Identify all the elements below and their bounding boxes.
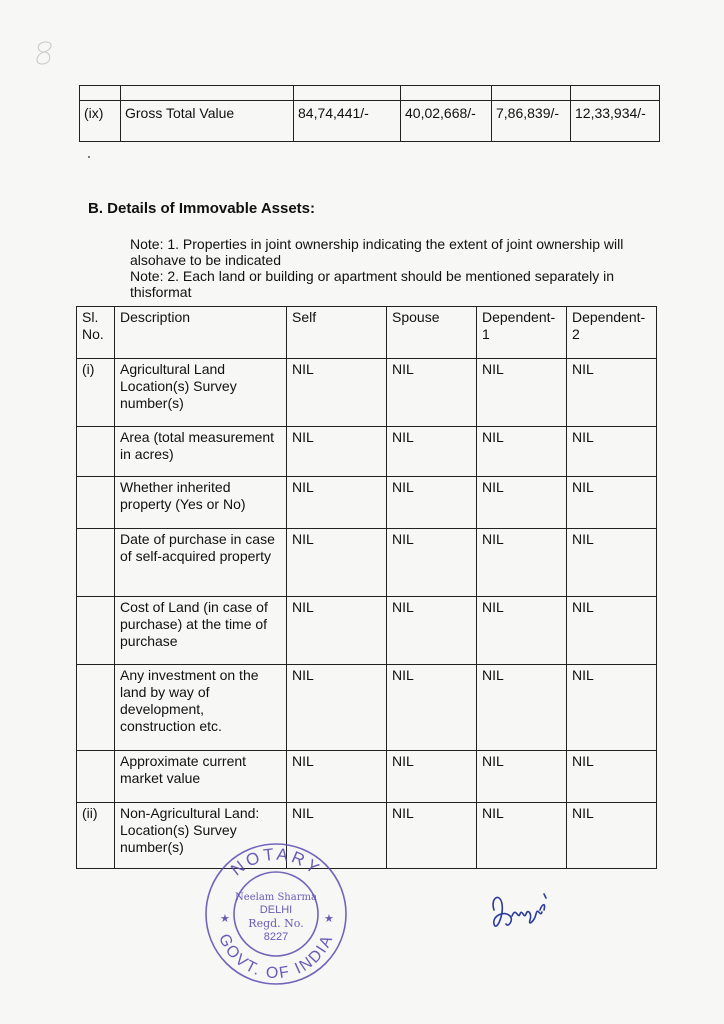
notes-block — [130, 236, 660, 300]
cell-spouse: NIL — [387, 477, 477, 529]
row-sl: (i) — [77, 359, 115, 427]
cell-self: NIL — [287, 427, 387, 477]
row-description: Date of purchase in case of self-acquired property — [115, 529, 287, 597]
cell-spouse: NIL — [387, 359, 477, 427]
header-self: Self — [287, 307, 387, 359]
row-description: Whether inherited property (Yes or No) — [115, 477, 287, 529]
cell-self: NIL — [287, 665, 387, 751]
cell-dependent-1: NIL — [477, 597, 567, 665]
cell-spouse: NIL — [387, 751, 477, 803]
cell-spouse: NIL — [387, 427, 477, 477]
cell-dependent-1: NIL — [477, 359, 567, 427]
seal-city: DELHI — [259, 904, 293, 916]
row-description: Agricultural Land Location(s) Survey number(s) — [115, 359, 287, 427]
cell-dependent-1: NIL — [477, 665, 567, 751]
cell-dependent-2: NIL — [567, 665, 657, 751]
gross-total-table — [79, 85, 660, 142]
row-number: (ix) — [80, 101, 121, 142]
cell-dependent-2: NIL — [567, 477, 657, 529]
seal-number: 8227 — [263, 931, 289, 943]
cell-dependent-2: NIL — [567, 359, 657, 427]
table-row — [77, 803, 657, 869]
cell-dependent-2: NIL — [567, 529, 657, 597]
row-sl — [77, 665, 115, 751]
table-row — [77, 359, 657, 427]
margin-pencil-mark — [32, 38, 56, 68]
cell-dependent-1: NIL — [477, 751, 567, 803]
header-spouse: Spouse — [387, 307, 477, 359]
value-self: 84,74,441/- — [294, 101, 401, 142]
stray-dot — [88, 156, 90, 158]
cell-self: NIL — [287, 477, 387, 529]
table-row — [77, 529, 657, 597]
cell-self: NIL — [287, 597, 387, 665]
cell-self: NIL — [287, 751, 387, 803]
immovable-assets-table — [76, 306, 657, 869]
seal-name: Neelam Sharma — [235, 892, 317, 903]
cell-dependent-2: NIL — [567, 427, 657, 477]
row-sl — [77, 597, 115, 665]
seal-arc-bottom: GOVT. OF INDIA — [215, 931, 337, 983]
row-sl — [77, 477, 115, 529]
header-dependent-2: Dependent-2 — [567, 307, 657, 359]
table-row — [77, 477, 657, 529]
value-dependent-2: 12,33,934/- — [571, 101, 660, 142]
value-dependent-1: 7,86,839/- — [492, 101, 571, 142]
cell-dependent-2: NIL — [567, 597, 657, 665]
seal-arc-top: NOTARY — [227, 844, 325, 880]
gross-total-row — [80, 101, 660, 142]
row-sl — [77, 529, 115, 597]
row-sl — [77, 427, 115, 477]
row-description: Approximate current market value — [115, 751, 287, 803]
row-description: Area (total measurement in acres) — [115, 427, 287, 477]
seal-regd: Regd. No. — [248, 917, 304, 930]
header-description: Description — [115, 307, 287, 359]
cell-spouse: NIL — [387, 665, 477, 751]
seal-star-left: ★ — [220, 913, 230, 925]
seal-star-right: ★ — [324, 913, 334, 925]
cell-self: NIL — [287, 803, 387, 869]
cell-dependent-2: NIL — [567, 803, 657, 869]
cell-dependent-1: NIL — [477, 477, 567, 529]
table-row — [77, 751, 657, 803]
row-description: Non-Agricultural Land: Location(s) Survey number(s) — [115, 803, 287, 869]
row-description: Cost of Land (in case of purchase) at the time of purchase — [115, 597, 287, 665]
cell-dependent-1: NIL — [477, 427, 567, 477]
note-1: Note: 1. Properties in joint ownership indicating the extent of joint ownership will alsohave to be indicated — [130, 236, 624, 268]
table-row — [77, 597, 657, 665]
cell-spouse: NIL — [387, 529, 477, 597]
section-heading: B. Details of Immovable Assets: — [88, 200, 316, 217]
cell-dependent-1: NIL — [477, 529, 567, 597]
note-2: Note: 2. Each land or building or apartment should be mentioned separately in thisformat — [130, 268, 615, 300]
notary-seal — [202, 840, 350, 988]
table-row — [77, 427, 657, 477]
header-dependent-1: Dependent-1 — [477, 307, 567, 359]
cell-dependent-2: NIL — [567, 751, 657, 803]
row-sl — [77, 751, 115, 803]
cell-spouse: NIL — [387, 803, 477, 869]
value-spouse: 40,02,668/- — [401, 101, 492, 142]
table-header-row — [77, 307, 657, 359]
row-label: Gross Total Value — [121, 101, 294, 142]
cell-self: NIL — [287, 529, 387, 597]
cell-self: NIL — [287, 359, 387, 427]
row-description: Any investment on the land by way of development, construction etc. — [115, 665, 287, 751]
cell-dependent-1: NIL — [477, 803, 567, 869]
cell-spouse: NIL — [387, 597, 477, 665]
row-sl: (ii) — [77, 803, 115, 869]
header-sl-no: Sl. No. — [77, 307, 115, 359]
table-row — [77, 665, 657, 751]
signature-icon — [486, 880, 556, 940]
